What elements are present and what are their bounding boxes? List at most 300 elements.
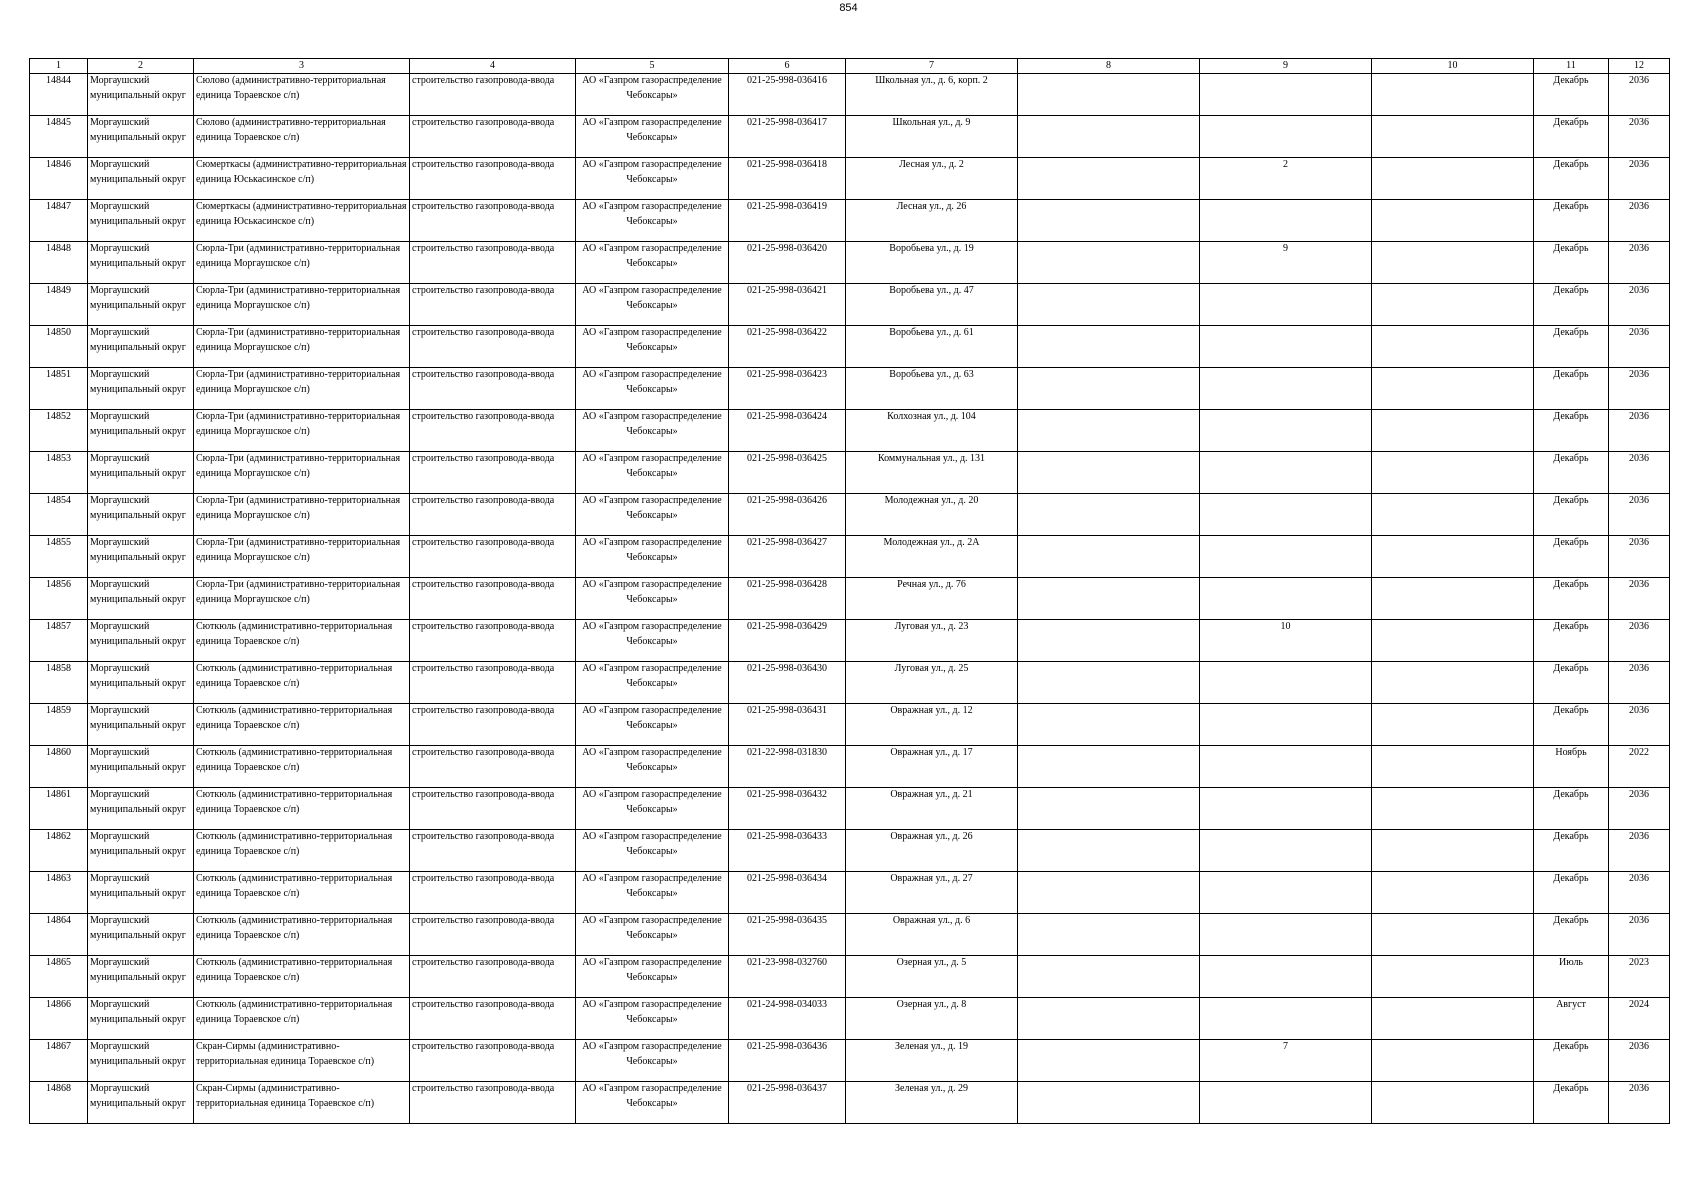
cell-col-10	[1372, 956, 1534, 998]
cell-text: Сюрла-Три (административно-территориальная единица Моргаушское с/п)	[196, 579, 401, 605]
cell-month	[1534, 1082, 1609, 1124]
cell-text: АО «Газпром газораспределение Чебоксары»	[582, 285, 722, 311]
cell-year	[1609, 242, 1670, 284]
cell-text: АО «Газпром газораспределение Чебоксары»	[582, 621, 722, 647]
cell-row-number	[30, 242, 88, 284]
cell-col-9	[1200, 368, 1372, 410]
cell-settlement	[194, 956, 410, 998]
column-header-2: 2	[88, 59, 194, 74]
cell-text: Овражная ул., д. 6	[892, 915, 971, 926]
cell-text: Моргаушский муниципальный округ	[90, 411, 186, 437]
cell-municipality	[88, 998, 194, 1040]
cell-text: 021-25-998-036416	[747, 75, 827, 86]
column-header-3: 3	[194, 59, 410, 74]
cell-text: Школьная ул., д. 9	[892, 117, 971, 128]
table-row	[30, 830, 1670, 872]
cell-row-number	[30, 872, 88, 914]
cell-text: Моргаушский муниципальный округ	[90, 537, 186, 563]
cell-row-number	[30, 746, 88, 788]
cell-text: Сюткюль (административно-территориальная единица Тораевское с/п)	[196, 789, 393, 815]
cell-address	[846, 746, 1018, 788]
cell-text: АО «Газпром газораспределение Чебоксары»	[582, 453, 722, 479]
cell-text	[1020, 368, 1197, 409]
cell-text: 021-25-998-036422	[747, 327, 827, 338]
cell-text: АО «Газпром газораспределение Чебоксары»	[582, 159, 722, 185]
cell-object-code	[729, 494, 846, 536]
column-header-10: 10	[1372, 59, 1534, 74]
cell-col-8	[1018, 494, 1200, 536]
cell-text: АО «Газпром газораспределение Чебоксары»	[582, 957, 722, 983]
cell-text	[1202, 872, 1369, 913]
cell-month	[1534, 116, 1609, 158]
cell-col-9	[1200, 242, 1372, 284]
cell-col-8	[1018, 746, 1200, 788]
cell-text: 2036	[1629, 621, 1649, 632]
cell-organization	[576, 788, 729, 830]
cell-settlement	[194, 74, 410, 116]
cell-municipality	[88, 1040, 194, 1082]
cell-text	[1374, 284, 1531, 325]
cell-text: строительство газопровода-ввода	[412, 1041, 555, 1052]
cell-text	[1374, 830, 1531, 871]
cell-work-type	[410, 200, 576, 242]
cell-col-10	[1372, 830, 1534, 872]
cell-text: Сюткюль (административно-территориальная единица Тораевское с/п)	[196, 705, 393, 731]
cell-col-8	[1018, 956, 1200, 998]
cell-text: строительство газопровода-ввода	[412, 789, 555, 800]
cell-col-8	[1018, 284, 1200, 326]
cell-month	[1534, 536, 1609, 578]
cell-object-code	[729, 662, 846, 704]
cell-col-10	[1372, 578, 1534, 620]
cell-text: Овражная ул., д. 21	[890, 789, 973, 800]
cell-text: 021-22-998-031830	[747, 747, 827, 758]
cell-month	[1534, 998, 1609, 1040]
table-row	[30, 242, 1670, 284]
cell-object-code	[729, 536, 846, 578]
cell-text: строительство газопровода-ввода	[412, 621, 555, 632]
table-row	[30, 116, 1670, 158]
cell-text: Декабрь	[1553, 1041, 1589, 1052]
cell-text: Декабрь	[1553, 411, 1589, 422]
cell-row-number	[30, 830, 88, 872]
cell-text: АО «Газпром газораспределение Чебоксары»	[582, 831, 722, 857]
table-row	[30, 452, 1670, 494]
cell-organization	[576, 704, 729, 746]
cell-text	[1020, 116, 1197, 157]
cell-col-10	[1372, 452, 1534, 494]
cell-year	[1609, 536, 1670, 578]
cell-text: 2036	[1629, 117, 1649, 128]
cell-text: 2036	[1629, 285, 1649, 296]
cell-work-type	[410, 158, 576, 200]
cell-text: 021-25-998-036432	[747, 789, 827, 800]
cell-text: 021-25-998-036420	[747, 243, 827, 254]
cell-work-type	[410, 74, 576, 116]
cell-organization	[576, 620, 729, 662]
cell-address	[846, 536, 1018, 578]
cell-settlement	[194, 1082, 410, 1124]
cell-work-type	[410, 536, 576, 578]
cell-col-9	[1200, 116, 1372, 158]
cell-text: 14846	[46, 159, 71, 170]
cell-text: 021-25-998-036431	[747, 705, 827, 716]
cell-text: Озерная ул., д. 8	[896, 999, 967, 1010]
cell-object-code	[729, 872, 846, 914]
cell-year	[1609, 788, 1670, 830]
cell-object-code	[729, 956, 846, 998]
cell-text	[1374, 956, 1531, 997]
cell-object-code	[729, 914, 846, 956]
cell-text: Моргаушский муниципальный округ	[90, 201, 186, 227]
cell-text: Моргаушский муниципальный округ	[90, 873, 186, 899]
table-row	[30, 284, 1670, 326]
cell-month	[1534, 326, 1609, 368]
table-row	[30, 620, 1670, 662]
cell-col-10	[1372, 536, 1534, 578]
cell-month	[1534, 788, 1609, 830]
cell-text: 14861	[46, 789, 71, 800]
cell-text: АО «Газпром газораспределение Чебоксары»	[582, 579, 722, 605]
cell-col-9	[1200, 788, 1372, 830]
cell-text	[1020, 956, 1197, 997]
cell-address	[846, 74, 1018, 116]
cell-year	[1609, 956, 1670, 998]
cell-text	[1202, 368, 1369, 409]
cell-text: Декабрь	[1553, 663, 1589, 674]
cell-text: 2036	[1629, 369, 1649, 380]
cell-col-9	[1200, 1040, 1372, 1082]
cell-organization	[576, 746, 729, 788]
cell-text: строительство газопровода-ввода	[412, 579, 555, 590]
cell-work-type	[410, 620, 576, 662]
cell-text	[1374, 158, 1531, 199]
cell-text	[1020, 452, 1197, 493]
cell-col-9	[1200, 284, 1372, 326]
column-header-1: 1	[30, 59, 88, 74]
cell-text: Моргаушский муниципальный округ	[90, 579, 186, 605]
cell-municipality	[88, 788, 194, 830]
cell-row-number	[30, 1082, 88, 1124]
cell-year	[1609, 1040, 1670, 1082]
cell-row-number	[30, 410, 88, 452]
cell-col-10	[1372, 200, 1534, 242]
cell-settlement	[194, 788, 410, 830]
cell-text: Декабрь	[1553, 831, 1589, 842]
cell-text: 2022	[1629, 747, 1649, 758]
cell-col-10	[1372, 872, 1534, 914]
cell-text: 2036	[1629, 75, 1649, 86]
cell-text: Декабрь	[1553, 327, 1589, 338]
cell-col-10	[1372, 662, 1534, 704]
cell-settlement	[194, 872, 410, 914]
cell-text: строительство газопровода-ввода	[412, 747, 555, 758]
cell-text	[1202, 830, 1369, 871]
cell-text	[1374, 662, 1531, 703]
cell-month	[1534, 704, 1609, 746]
cell-month	[1534, 494, 1609, 536]
cell-object-code	[729, 242, 846, 284]
cell-col-10	[1372, 158, 1534, 200]
cell-text	[1374, 368, 1531, 409]
table-body	[30, 74, 1670, 1124]
cell-text: строительство газопровода-ввода	[412, 75, 555, 86]
cell-municipality	[88, 746, 194, 788]
table-row	[30, 662, 1670, 704]
cell-text	[1374, 410, 1531, 451]
cell-row-number	[30, 284, 88, 326]
cell-text	[1020, 242, 1197, 283]
cell-col-9	[1200, 158, 1372, 200]
cell-text: 14860	[46, 747, 71, 758]
cell-row-number	[30, 914, 88, 956]
cell-text	[1020, 872, 1197, 913]
cell-address	[846, 494, 1018, 536]
cell-text: АО «Газпром газораспределение Чебоксары»	[582, 201, 722, 227]
cell-text: Август	[1556, 999, 1586, 1010]
cell-year	[1609, 704, 1670, 746]
cell-object-code	[729, 620, 846, 662]
cell-settlement	[194, 830, 410, 872]
cell-address	[846, 326, 1018, 368]
cell-work-type	[410, 956, 576, 998]
cell-work-type	[410, 704, 576, 746]
cell-text	[1202, 746, 1369, 787]
cell-organization	[576, 200, 729, 242]
cell-text: 14848	[46, 243, 71, 254]
cell-col-8	[1018, 368, 1200, 410]
cell-organization	[576, 578, 729, 620]
cell-municipality	[88, 662, 194, 704]
cell-address	[846, 1040, 1018, 1082]
cell-object-code	[729, 410, 846, 452]
cell-municipality	[88, 872, 194, 914]
cell-municipality	[88, 284, 194, 326]
table-row	[30, 74, 1670, 116]
cell-text	[1202, 74, 1369, 115]
cell-text: Сюткюль (административно-территориальная единица Тораевское с/п)	[196, 873, 393, 899]
column-header-11: 11	[1534, 59, 1609, 74]
column-header-9: 9	[1200, 59, 1372, 74]
cell-address	[846, 368, 1018, 410]
cell-settlement	[194, 410, 410, 452]
cell-text: Луговая ул., д. 23	[894, 621, 969, 632]
cell-text: АО «Газпром газораспределение Чебоксары»	[582, 243, 722, 269]
cell-object-code	[729, 830, 846, 872]
cell-organization	[576, 914, 729, 956]
cell-organization	[576, 998, 729, 1040]
cell-year	[1609, 452, 1670, 494]
cell-text: Моргаушский муниципальный округ	[90, 159, 186, 185]
cell-text	[1020, 536, 1197, 577]
cell-text: 14853	[46, 453, 71, 464]
cell-text: Овражная ул., д. 27	[890, 873, 973, 884]
cell-text: строительство газопровода-ввода	[412, 663, 555, 674]
cell-text	[1020, 746, 1197, 787]
cell-address	[846, 704, 1018, 746]
cell-text: АО «Газпром газораспределение Чебоксары»	[582, 1083, 722, 1109]
cell-municipality	[88, 578, 194, 620]
cell-text: строительство газопровода-ввода	[412, 1083, 555, 1094]
cell-work-type	[410, 746, 576, 788]
cell-year	[1609, 830, 1670, 872]
cell-text	[1020, 284, 1197, 325]
cell-organization	[576, 74, 729, 116]
cell-row-number	[30, 536, 88, 578]
cell-col-10	[1372, 1082, 1534, 1124]
cell-col-10	[1372, 1040, 1534, 1082]
cell-col-8	[1018, 788, 1200, 830]
cell-text	[1202, 494, 1369, 535]
cell-row-number	[30, 662, 88, 704]
cell-text: 14863	[46, 873, 71, 884]
cell-text	[1020, 158, 1197, 199]
cell-work-type	[410, 872, 576, 914]
cell-text: 2036	[1629, 453, 1649, 464]
table-row	[30, 998, 1670, 1040]
cell-address	[846, 830, 1018, 872]
cell-address	[846, 998, 1018, 1040]
cell-text: Декабрь	[1553, 453, 1589, 464]
cell-text: строительство газопровода-ввода	[412, 705, 555, 716]
table-row	[30, 746, 1670, 788]
table-row	[30, 326, 1670, 368]
cell-text: Июль	[1559, 957, 1583, 968]
cell-address	[846, 242, 1018, 284]
cell-text: 2036	[1629, 579, 1649, 590]
cell-settlement	[194, 326, 410, 368]
cell-address	[846, 578, 1018, 620]
cell-text: АО «Газпром газораспределение Чебоксары»	[582, 75, 722, 101]
cell-object-code	[729, 116, 846, 158]
cell-text: АО «Газпром газораспределение Чебоксары»	[582, 789, 722, 815]
cell-organization	[576, 116, 729, 158]
cell-col-10	[1372, 704, 1534, 746]
cell-work-type	[410, 1040, 576, 1082]
cell-object-code	[729, 704, 846, 746]
cell-settlement	[194, 914, 410, 956]
table-row	[30, 704, 1670, 746]
cell-month	[1534, 578, 1609, 620]
cell-text	[1202, 536, 1369, 577]
cell-col-10	[1372, 410, 1534, 452]
cell-text: Сюткюль (административно-территориальная единица Тораевское с/п)	[196, 621, 393, 647]
cell-organization	[576, 830, 729, 872]
cell-text: 7	[1283, 1041, 1288, 1052]
cell-col-9	[1200, 200, 1372, 242]
cell-col-10	[1372, 326, 1534, 368]
cell-text: Сюлово (административно-территориальная единица Тораевское с/п)	[196, 117, 386, 143]
cell-text: Ноябрь	[1555, 747, 1587, 758]
cell-row-number	[30, 158, 88, 200]
cell-text	[1374, 746, 1531, 787]
cell-col-9	[1200, 956, 1372, 998]
cell-col-9	[1200, 998, 1372, 1040]
cell-text: Моргаушский муниципальный округ	[90, 705, 186, 731]
cell-text: строительство газопровода-ввода	[412, 831, 555, 842]
cell-settlement	[194, 368, 410, 410]
cell-col-10	[1372, 620, 1534, 662]
cell-text: строительство газопровода-ввода	[412, 453, 555, 464]
cell-text: 14857	[46, 621, 71, 632]
cell-text: 2036	[1629, 495, 1649, 506]
cell-text: Сюткюль (административно-территориальная единица Тораевское с/п)	[196, 831, 393, 857]
cell-text: 021-25-998-036435	[747, 915, 827, 926]
table-row	[30, 578, 1670, 620]
cell-text: АО «Газпром газораспределение Чебоксары»	[582, 915, 722, 941]
cell-text: АО «Газпром газораспределение Чебоксары»	[582, 369, 722, 395]
cell-month	[1534, 242, 1609, 284]
cell-text	[1374, 242, 1531, 283]
cell-settlement	[194, 746, 410, 788]
cell-text: 9	[1283, 243, 1288, 254]
cell-object-code	[729, 1082, 846, 1124]
cell-text: 2036	[1629, 789, 1649, 800]
cell-text: Декабрь	[1553, 537, 1589, 548]
cell-text: Моргаушский муниципальный округ	[90, 747, 186, 773]
cell-text: Молодежная ул., д. 2А	[883, 537, 980, 548]
cell-month	[1534, 914, 1609, 956]
column-header-6: 6	[729, 59, 846, 74]
cell-text: строительство газопровода-ввода	[412, 285, 555, 296]
cell-col-9	[1200, 452, 1372, 494]
cell-text: АО «Газпром газораспределение Чебоксары»	[582, 663, 722, 689]
cell-col-8	[1018, 326, 1200, 368]
cell-text: Декабрь	[1553, 243, 1589, 254]
cell-text: Молодежная ул., д. 20	[884, 495, 979, 506]
cell-text: 14866	[46, 999, 71, 1010]
cell-text: Школьная ул., д. 6, корп. 2	[875, 75, 988, 86]
cell-work-type	[410, 914, 576, 956]
cell-municipality	[88, 830, 194, 872]
cell-month	[1534, 158, 1609, 200]
cell-row-number	[30, 998, 88, 1040]
cell-row-number	[30, 578, 88, 620]
cell-text: Моргаушский муниципальный округ	[90, 369, 186, 395]
cell-text: Озерная ул., д. 5	[896, 957, 967, 968]
cell-text: Сюрла-Три (административно-территориальная единица Моргаушское с/п)	[196, 243, 401, 269]
cell-text: Сюмерткасы (административно-территориальная единица Юськасинское с/п)	[196, 159, 407, 185]
cell-month	[1534, 410, 1609, 452]
cell-text	[1020, 788, 1197, 829]
cell-row-number	[30, 620, 88, 662]
cell-col-9	[1200, 74, 1372, 116]
cell-work-type	[410, 410, 576, 452]
cell-text	[1374, 788, 1531, 829]
column-header-7: 7	[846, 59, 1018, 74]
cell-col-8	[1018, 662, 1200, 704]
cell-object-code	[729, 200, 846, 242]
cell-organization	[576, 956, 729, 998]
cell-year	[1609, 368, 1670, 410]
page-number: 854	[839, 2, 858, 14]
table-row	[30, 914, 1670, 956]
cell-object-code	[729, 452, 846, 494]
cell-text: Декабрь	[1553, 201, 1589, 212]
cell-text	[1202, 578, 1369, 619]
cell-municipality	[88, 326, 194, 368]
cell-text: 2036	[1629, 537, 1649, 548]
cell-col-9	[1200, 830, 1372, 872]
cell-text: строительство газопровода-ввода	[412, 873, 555, 884]
cell-text: Сюлово (административно-территориальная единица Тораевское с/п)	[196, 75, 386, 101]
cell-col-8	[1018, 410, 1200, 452]
cell-text: Моргаушский муниципальный округ	[90, 453, 186, 479]
cell-text: 021-24-998-034033	[747, 999, 827, 1010]
cell-col-8	[1018, 74, 1200, 116]
cell-municipality	[88, 914, 194, 956]
cell-month	[1534, 872, 1609, 914]
